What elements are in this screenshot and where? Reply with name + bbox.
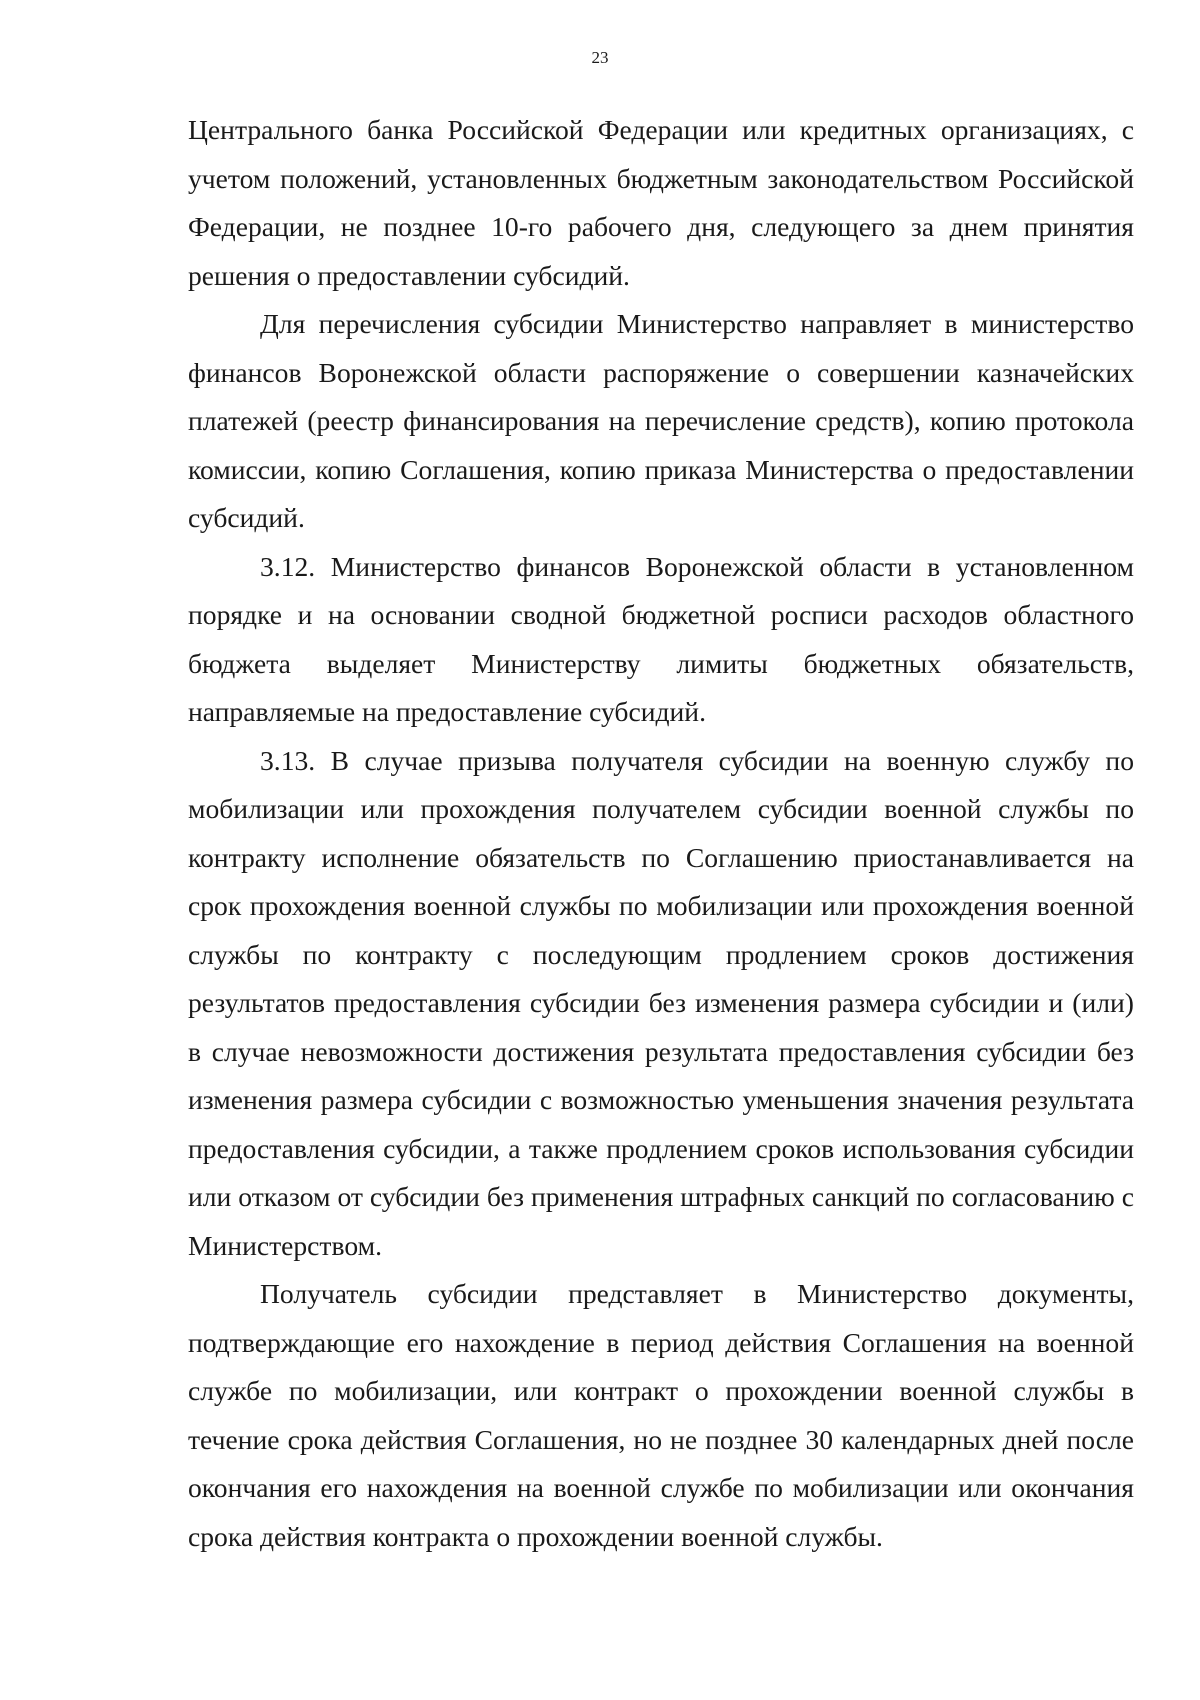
document-body (188, 106, 1134, 1561)
paragraph-transfer-procedure: Для перечисления субсидии Министерство направляет в министерство финансов Воронежской области распоряжение о совершении казначейских платежей (реестр финансирования на перечисление средств), копию протокола комиссии, копию Соглашения, копию приказа Министерства о предоставлении субсидий. (188, 308, 1134, 533)
paragraph-recipient-documents: Получатель субсидии представляет в Министерство документы, подтверждающие его нахождение в период действия Соглашения на военной службе по мобилизации, или контракт о прохождении военной службы в течение срока действия Соглашения, но не позднее 30 календарных дней после окончания его нахождения на военной службе по мобилизации или окончания срока действия контракта о прохождении военной службы. (188, 1278, 1134, 1552)
page-number: 23 (591, 48, 609, 67)
paragraph-3-12: 3.12. Министерство финансов Воронежской области в установленном порядке и на основании сводной бюджетной росписи расходов областного бюджета выделяет Министерству лимиты бюджетных обязательств, направляемые на предоставление субсидий. (188, 550, 1134, 727)
paragraph-continuation: Центрального банка Российской Федерации или кредитных организациях, с учетом положений, установленных бюджетным законодательством Российской Федерации, не позднее 10-го рабочего дня, следующего за днем принятия решения о предоставлении субсидий. (188, 114, 1134, 291)
paragraph-3-13: 3.13. В случае призыва получателя субсидии на военную службу по мобилизации или прохождения получателем субсидии военной службы по контракту исполнение обязательств по Соглашению приостанавливается на срок прохождения военной службы по мобилизации или прохождения военной службы по контракту с последующим продлением сроков достижения результатов предоставления субсидии без изменения размера субсидии и (или) в случае невозможности достижения результата предоставления субсидии без изменения размера субсидии с возможностью уменьшения значения результата предоставления субсидии, а также продлением сроков использования субсидии или отказом от субсидии без применения штрафных санкций по согласованию с Министерством. (188, 744, 1134, 1261)
